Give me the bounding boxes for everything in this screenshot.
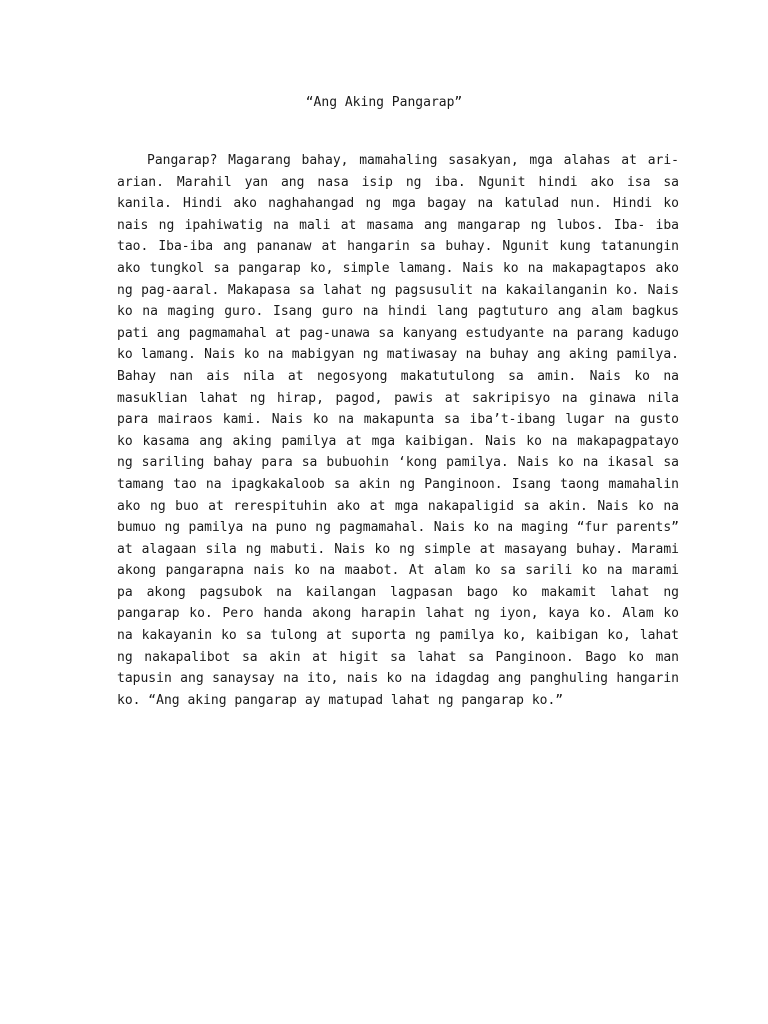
- essay-paragraph: Pangarap? Magarang bahay, mamahaling sasakyan, mga alahas at ari-arian. Marahil yan ang nasa isip ng iba. Ngunit hindi ako isa sa kanila. Hindi ako naghahangad ng mga bagay na katulad nun. Hindi ko nais ng ipahiwatig na mali at masama ang mangarap ng lubos. Iba- iba tao. Iba-iba ang pananaw at hangarin sa buhay. Ngunit kung tatanungin ako tungkol sa pangarap ko, simple lamang. Nais ko na makapagtapos ako ng pag-aaral. Makapasa sa lahat ng pagsusulit na kakailanganin ko. Nais ko na maging guro. Isang guro na hindi lang pagtuturo ang alam bagkus pati ang pagmamahal at pag-unawa sa kanyang estudyante na parang kadugo ko lamang. Nais ko na mabigyan ng matiwasay na buhay ang aking pamilya. Bahay nan ais nila at negosyong makatutulong sa amin. Nais ko na masuklian lahat ng hirap, pagod, pawis at sakripisyo na ginawa nila para mairaos kami. Nais ko na makapunta sa iba’t-ibang lugar na gusto ko kasama ang aking pamilya at mga kaibigan. Nais ko na makapagpatayo ng sariling bahay para sa bubuohin ‘kong pamilya. Nais ko na ikasal sa tamang tao na ipagkakaloob sa akin ng Panginoon. Isang taong mamahalin ako ng buo at rerespituhin ako at mga nakapaligid sa akin. Nais ko na bumuo ng pamilya na puno ng pagmamahal. Nais ko na maging “fur parents” at alagaan sila ng mabuti. Nais ko ng simple at masayang buhay. Marami akong pangarapna nais ko na maabot. At alam ko sa sarili ko na marami pa akong pagsubok na kailangan lagpasan bago ko makamit lahat ng pangarap ko. Pero handa akong harapin lahat ng iyon, kaya ko. Alam ko na kakayanin ko sa tulong at suporta ng pamilya ko, kaibigan ko, lahat ng nakapalibot sa akin at higit sa lahat sa Panginoon. Bago ko man tapusin ang sanaysay na ito, nais ko na idagdag ang panghuling hangarin ko. “Ang aking pangarap ay matupad lahat ng pangarap ko.”: [117, 153, 679, 708]
- document-title: “Ang Aking Pangarap”: [305, 95, 463, 110]
